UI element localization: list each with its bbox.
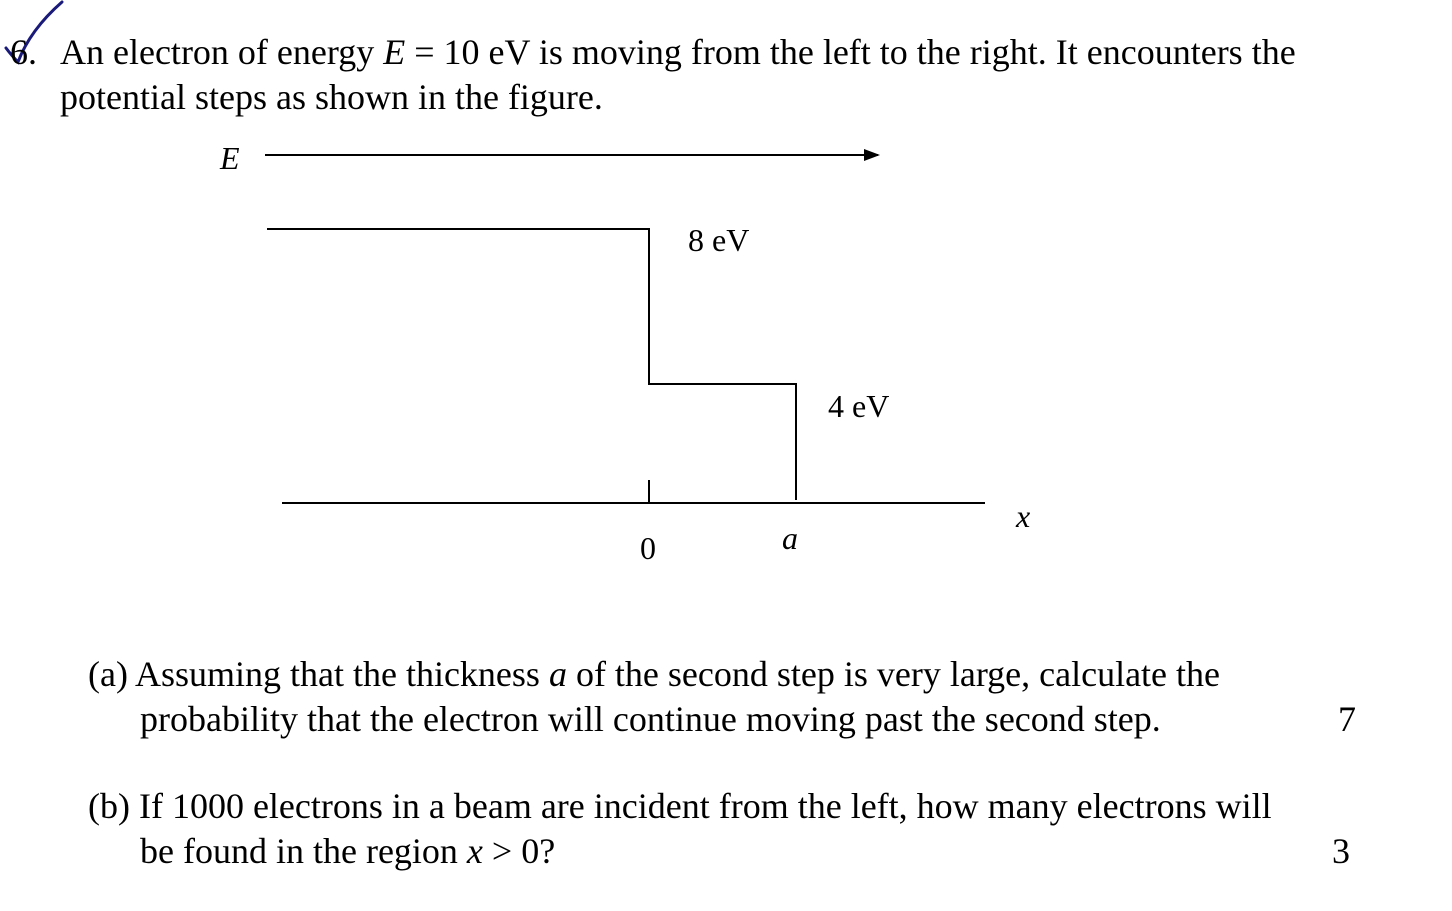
a-label: a	[782, 520, 798, 556]
question-intro-line-2: potential steps as shown in the figure.	[60, 77, 603, 117]
x-axis-label: x	[1016, 498, 1031, 534]
part-a-line-2: probability that the electron will continue moving past the second step.	[140, 699, 1161, 739]
energy-label: E	[220, 140, 240, 176]
part-b-marks: 3	[1332, 831, 1350, 871]
part-b-text-post: > 0?	[482, 831, 556, 871]
part-a-text-post: of the second step is very large, calculate the	[566, 654, 1221, 694]
intro-text-post: = 10 eV is moving from the left to the right. It encounters the	[405, 32, 1296, 72]
thickness-variable: a	[548, 654, 567, 694]
part-a-line-1	[88, 652, 1220, 696]
part-b-line-2	[140, 829, 555, 873]
part-a-marks: 7	[1338, 699, 1356, 739]
region-variable: x	[466, 831, 483, 871]
part-b-text-pre: be found in the region	[140, 831, 467, 871]
origin-label: 0	[640, 530, 656, 566]
energy-variable: E	[383, 32, 406, 72]
step2-label: 4 eV	[828, 388, 890, 424]
step1-label: 8 eV	[688, 222, 750, 258]
part-a-text-pre: (a) Assuming that the thickness	[88, 654, 549, 694]
question-number: 6.	[10, 32, 37, 72]
potential-profile	[267, 229, 796, 500]
intro-text-pre: An electron of energy	[60, 32, 384, 72]
part-b-line-1: (b) If 1000 electrons in a beam are incident from the left, how many electrons will	[88, 786, 1272, 826]
